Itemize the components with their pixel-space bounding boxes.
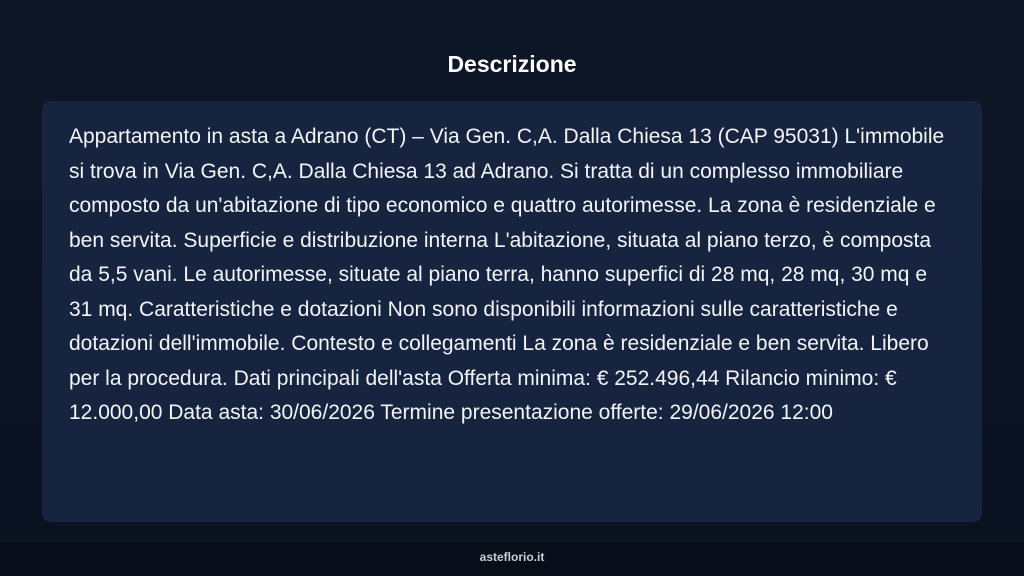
footer-bar bbox=[0, 541, 1024, 576]
description-text: Appartamento in asta a Adrano (CT) – Via Gen. C,A. Dalla Chiesa 13 (CAP 95031) L'immobile si trova in Via Gen. C,A. Dalla Chiesa 13 ad Adrano. Si tratta di un complesso immobiliare composto da un'abitazione di tipo economico e quattro autorimesse. La zona è residenziale e ben servita. Superficie e distribuzione interna L'abitazione, situata al piano terzo, è composta da 5,5 vani. Le autorimesse, situate al piano terra, hanno superfici di 28 mq, 28 mq, 30 mq e 31 mq. Caratteristiche e dotazioni Non sono disponibili informazioni sulle caratteristiche e dotazioni dell'immobile. Contesto e collegamenti La zona è residenziale e ben servita. Libero per la procedura. Dati principali dell'asta Offerta minima: € 252.496,44 Rilancio minimo: € 12.000,00 Data asta: 30/06/2026 Termine presentazione offerte: 29/06/2026 12:00 bbox=[69, 125, 945, 424]
footer-brand: asteflorio.it bbox=[479, 550, 545, 564]
page-title: Descrizione bbox=[447, 51, 577, 77]
description-card bbox=[42, 101, 982, 522]
